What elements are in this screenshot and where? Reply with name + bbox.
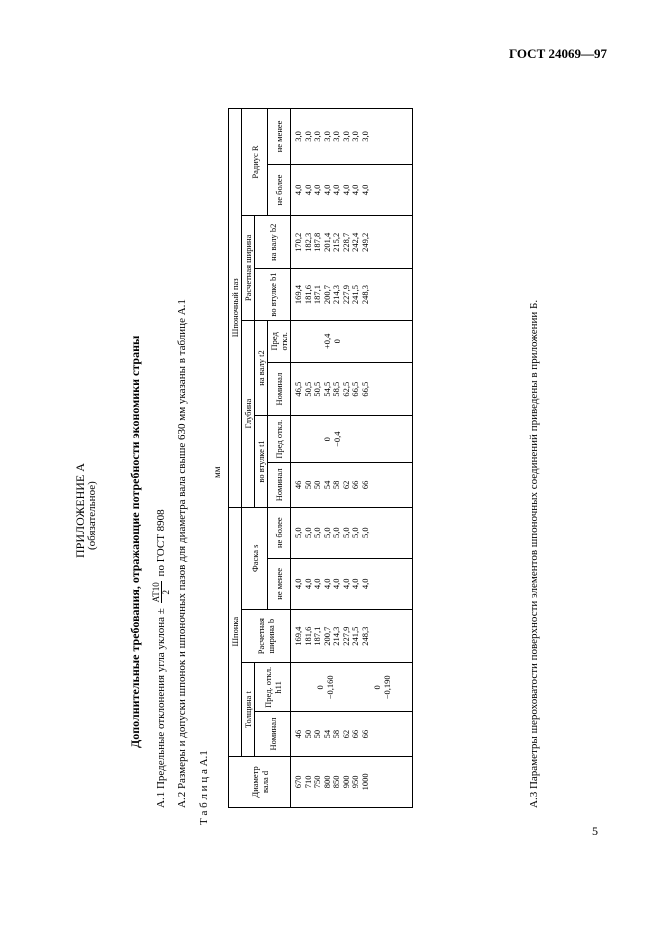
page-number: 5 <box>592 824 598 838</box>
th-chamfer-max: не более <box>268 507 291 558</box>
clause-a2: А.2 Размеры и допуски шпонок и шпоночных пазов для диаметра вала свыше 630 мм указаны в таблице А.1 <box>176 299 188 808</box>
clause-a3: А.3 Параметры шероховатости поверхности элементов шпоночных соединений приведены в приложении Б. <box>528 299 540 808</box>
th-hub-b1: во втулке b1 <box>255 269 291 320</box>
units-label: мм <box>212 466 222 478</box>
th-shaft-t2: на валу t2 <box>255 320 268 416</box>
th-thickness-nominal: Номинал <box>255 712 291 757</box>
appendix-heading: Дополнительные требования, отражающие потребности экономики страны <box>128 335 142 748</box>
th-thickness: Толщина t <box>242 663 255 756</box>
th-key: Шпонка <box>229 507 242 756</box>
col-b2: 170,2 182,3 187,8 201,4 215,2 228,7 242,4 249,2 <box>291 216 413 269</box>
th-hub-t1: во втулке t1 <box>255 416 268 507</box>
col-b1: 169,4 181,6 187,1 200,7 214,3 227,9 241,5 248,3 <box>291 269 413 320</box>
rotated-content <box>73 118 648 825</box>
tolerance-fraction <box>152 581 171 603</box>
table-label: Т а б л и ц а А.1 <box>198 750 210 825</box>
dimensions-table <box>228 108 413 808</box>
th-chamfer: Фаска s <box>242 507 268 609</box>
col-radius-min: 3,0 3,0 3,0 3,0 3,0 3,0 3,0 3,0 <box>291 109 413 165</box>
col-radius-max: 4,0 4,0 4,0 4,0 4,0 4,0 4,0 4,0 <box>291 164 413 215</box>
clause-a1-suffix: по ГОСТ 8908 <box>155 509 168 577</box>
fraction-numerator: АТ10 <box>151 582 161 603</box>
col-t1-nominal: 46 50 50 54 58 62 66 66 <box>291 463 413 508</box>
th-depth: Глубина <box>242 320 255 507</box>
th-t2-dev: Пред откл. <box>268 320 291 362</box>
th-thickness-dev: Пред. откл. h11 <box>255 663 291 712</box>
th-t1-dev: Пред откл. <box>268 416 291 463</box>
col-thickness-nominal: 46 50 50 54 58 62 66 66 <box>291 712 413 757</box>
clause-a1-prefix: А.1 Предельные отклонения угла уклона ± <box>155 608 168 808</box>
th-t1-nominal: Номинал <box>268 463 291 508</box>
col-t2-dev: +0,4 0 <box>291 320 413 362</box>
standard-header: ГОСТ 24069—97 <box>508 46 607 61</box>
appendix-title: ПРИЛОЖЕНИЕ А <box>73 463 87 558</box>
th-calc-width: Расчетная ширина <box>242 216 255 321</box>
fraction-denominator: 2 <box>161 590 171 595</box>
col-t2-nominal: 46,5 50,5 50,5 54,5 58,5 62,5 66,5 66,5 <box>291 362 413 415</box>
th-diameter: Диаметр вала d <box>229 756 291 807</box>
th-radius: Радиус R <box>242 109 268 216</box>
th-radius-min: не менее <box>268 109 291 165</box>
th-key-calc-width: Расчетная ширина b <box>242 609 291 662</box>
th-keyway: Шпоночный паз <box>229 109 242 508</box>
col-chamfer-max: 5,0 5,0 5,0 5,0 5,0 5,0 5,0 5,0 <box>291 507 413 558</box>
appendix-status: (обязательное) <box>86 481 98 550</box>
col-diameter: 670 710 750 800 850 900 950 1000 <box>291 756 413 807</box>
th-t2-nominal: Номинал <box>268 362 291 415</box>
th-shaft-b2: на валу b2 <box>255 216 291 269</box>
col-key-width: 169,4 181,6 187,1 200,7 214,3 227,9 241,5 248,3 <box>291 609 413 662</box>
th-radius-max: не более <box>268 164 291 215</box>
thickness-dev-lower: 0 −0,190 <box>372 675 392 700</box>
col-thickness-dev <box>291 663 413 712</box>
th-chamfer-min: не менее <box>268 558 291 609</box>
col-t1-dev: 0 −0,4 <box>291 416 413 463</box>
thickness-dev-upper: 0 −0,160 <box>315 675 335 700</box>
clause-a1 <box>152 509 171 808</box>
col-chamfer-min: 4,0 4,0 4,0 4,0 4,0 4,0 4,0 4,0 <box>291 558 413 609</box>
